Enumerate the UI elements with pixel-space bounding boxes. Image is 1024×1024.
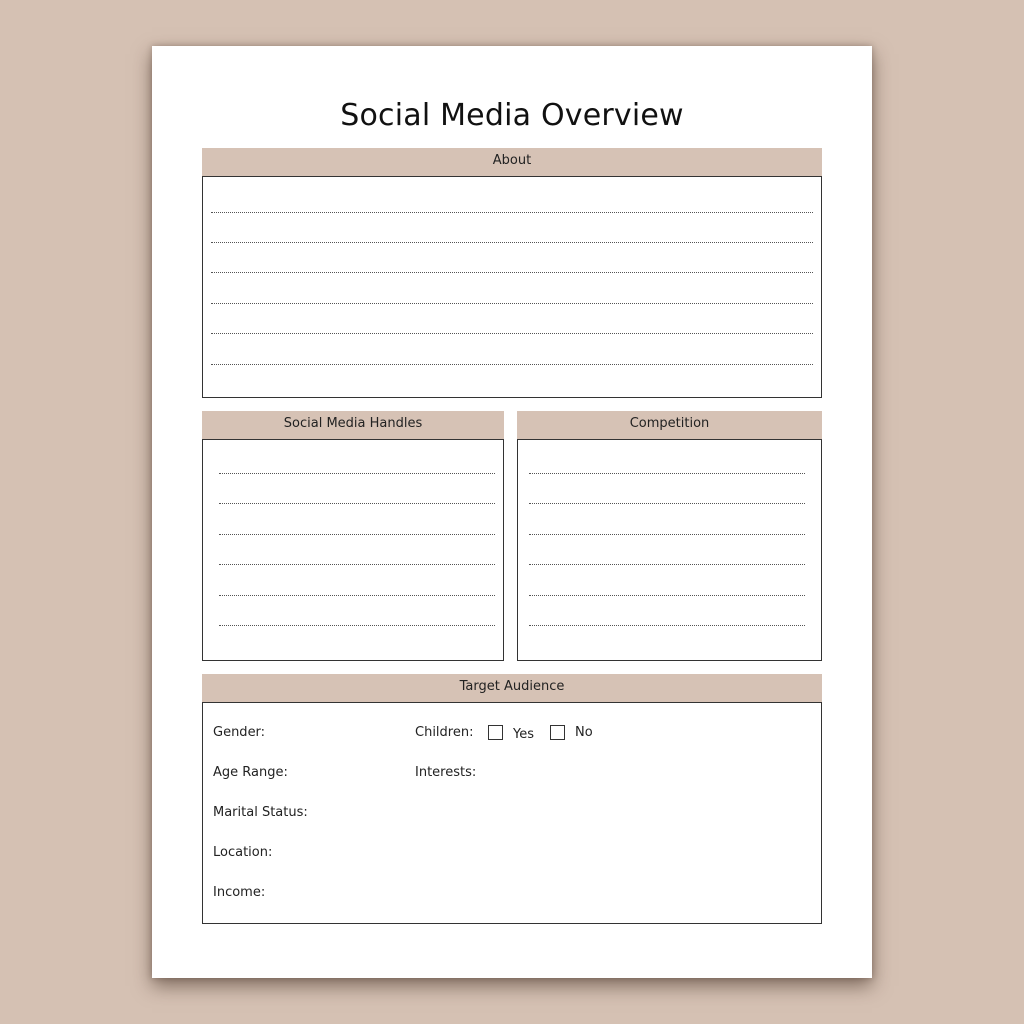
writing-line	[219, 625, 495, 626]
children-yes-checkbox[interactable]	[488, 725, 503, 740]
children-no-label: No	[575, 725, 593, 740]
about-box[interactable]	[202, 176, 822, 398]
writing-line	[219, 534, 495, 535]
interests-label: Interests:	[415, 765, 477, 780]
writing-line	[211, 303, 813, 304]
about-header: About	[202, 148, 822, 176]
writing-line	[211, 364, 813, 365]
income-label: Income:	[213, 885, 266, 900]
writing-line	[211, 242, 813, 243]
writing-line	[211, 212, 813, 213]
location-label: Location:	[213, 845, 273, 860]
writing-line	[219, 564, 495, 565]
page-title: Social Media Overview	[340, 98, 684, 133]
competition-box[interactable]	[517, 439, 822, 661]
writing-line	[211, 272, 813, 273]
writing-line	[529, 503, 805, 504]
writing-line	[529, 534, 805, 535]
writing-line	[219, 473, 495, 474]
planner-page	[152, 46, 872, 978]
writing-line	[529, 595, 805, 596]
target-audience-header: Target Audience	[202, 674, 822, 702]
writing-line	[219, 595, 495, 596]
competition-header: Competition	[517, 411, 822, 439]
age-range-label: Age Range:	[213, 765, 288, 780]
gender-label: Gender:	[213, 725, 266, 740]
writing-line	[529, 564, 805, 565]
writing-line	[529, 625, 805, 626]
children-yes-label: Yes	[513, 727, 534, 742]
handles-box[interactable]	[202, 439, 504, 661]
writing-line	[219, 503, 495, 504]
children-label: Children:	[415, 725, 474, 740]
handles-header: Social Media Handles	[202, 411, 504, 439]
target-audience-box	[202, 702, 822, 924]
writing-line	[529, 473, 805, 474]
writing-line	[211, 333, 813, 334]
marital-status-label: Marital Status:	[213, 805, 308, 820]
children-no-checkbox[interactable]	[550, 725, 565, 740]
